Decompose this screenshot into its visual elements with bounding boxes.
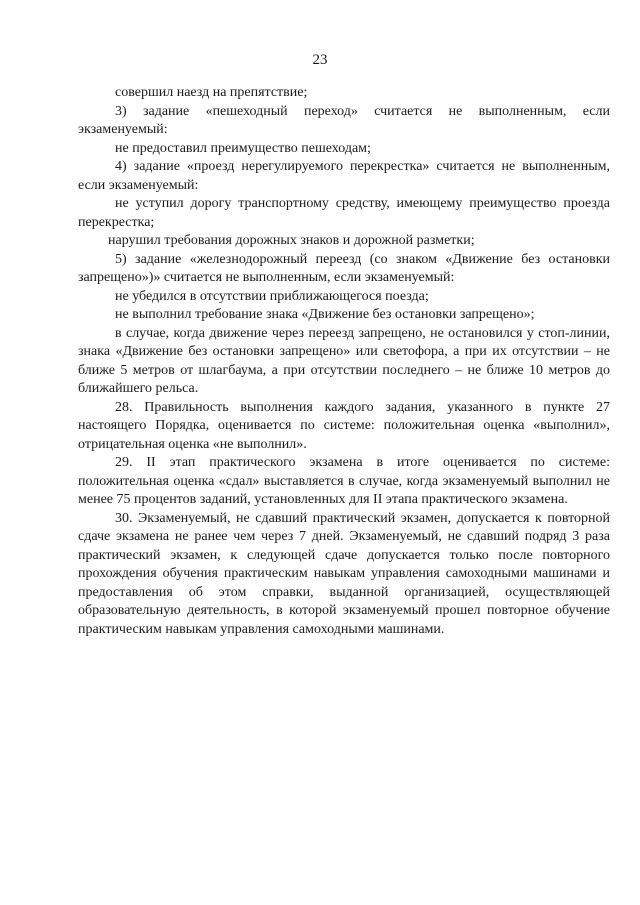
paragraph: не предоставил преимущество пешеходам; [115, 140, 371, 156]
paragraph: 29. II этап практического экзамена в итоге оценивается по системе: положительная оценка «сдал» выставляется в случае, когда экзаменуемый выполнил не менее 75 процентов заданий, установленных для II этапа практического экзамена. [78, 455, 610, 507]
paragraph: не убедился в отсутствии приближающегося поезда; [115, 288, 429, 304]
paragraph: 30. Экзаменуемый, не сдавший практический экзамен, допускается к повторной сдаче экзамена не ранее чем через 7 дней. Экзаменуемый, не сдавший подряд 3 раза практический экзамен, к следующей сдаче допускается только после повторного прохождения обучения практическим навыкам управления самоходными машинами и предоставления об этом справки, выданной организацией, осуществляющей образовательную деятельность, в которой экзаменуемый прошел повторное обучение практическим навыкам управления самоходными машинами. [78, 510, 610, 637]
paragraph: нарушил требования дорожных знаков и дорожной разметки; [108, 233, 475, 248]
paragraph: 28. Правильность выполнения каждого задания, указанного в пункте 27 настоящего Порядка, оценивается по системе: положительная оценка «выполнил», отрицательная оценка «не выполнил». [78, 399, 610, 452]
paragraph: в случае, когда движение через переезд запрещено, не остановился у стоп-линии, знака «Движение без остановки запрещено» или светофора, а при их отсутствии – не ближе 5 метров от шлагбаума, а при отсутствии последнего – не ближе 10 метров до ближайшего рельса. [78, 325, 610, 396]
paragraph: совершил наезд на препятствие; [115, 85, 308, 100]
paragraph: 5) задание «железнодорожный переезд (со знаком «Движение без остановки запрещено»)» считается не выполненным, если экзаменуемый: [78, 251, 610, 285]
paragraph: 3) задание «пешеходный переход» считается не выполненным, если экзаменуемый: [78, 103, 610, 137]
paragraph: не уступил дорогу транспортному средству, имеющему преимущество проезда перекрестка; [78, 196, 610, 230]
paragraph: не выполнил требование знака «Движение без остановки запрещено»; [115, 307, 535, 322]
document-body [78, 84, 610, 639]
page-number: 23 [312, 52, 328, 68]
paragraph: 4) задание «проезд нерегулируемого перекрестка» считается не выполненным, если экзаменуемый: [78, 159, 610, 193]
